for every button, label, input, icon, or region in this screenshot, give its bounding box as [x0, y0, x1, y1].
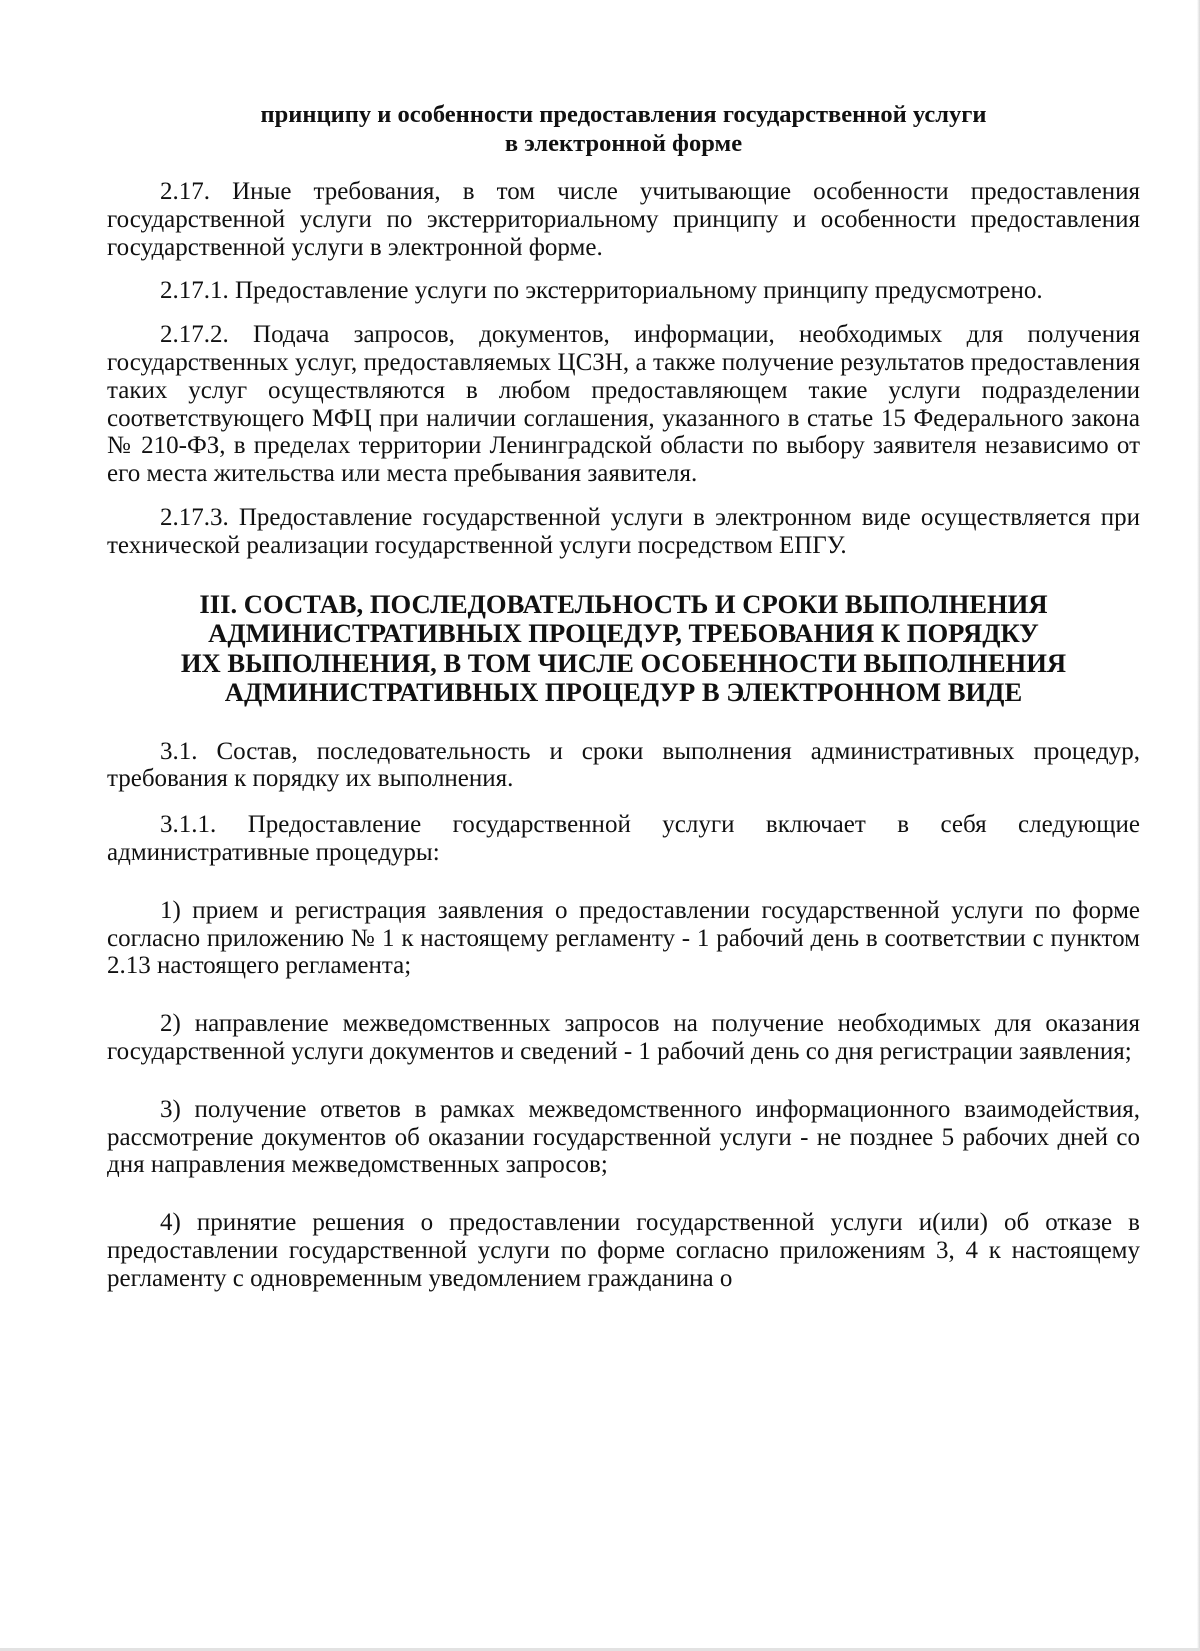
page-content	[107, 100, 1140, 1293]
subsection-heading	[107, 100, 1140, 158]
list-item-2: 2) направление межведомственных запросов на получение необходимых для оказания государственной услуги документов и сведений - 1 рабочий день со дня регистрации заявления;	[107, 1010, 1140, 1065]
list-item-3: 3) получение ответов в рамках межведомственного информационного взаимодействия, рассмотрение документов об оказании государственной услуги - не позднее 5 рабочих дней со дня направления межведомственных запросов;	[107, 1095, 1140, 1179]
paragraph-3-1: 3.1. Состав, последовательность и сроки выполнения административных процедур, требования к порядку их выполнения.	[107, 737, 1140, 793]
section-iii-title	[107, 590, 1140, 708]
paragraph-2-17-1: 2.17.1. Предоставление услуги по экстерриториальному принципу предусмотрено.	[160, 277, 1043, 305]
paragraph-3-1-1: 3.1.1. Предоставление государственной услуги включает в себя следующие административные процедуры:	[107, 811, 1140, 866]
section-title-line-2: АДМИНИСТРАТИВНЫХ ПРОЦЕДУР, ТРЕБОВАНИЯ К ПОРЯДКУ	[208, 618, 1039, 649]
subsection-heading-line-1: принципу и особенности предоставления государственной услуги	[260, 101, 987, 128]
paragraph-2-17: 2.17. Иные требования, в том числе учитывающие особенности предоставления государственной услуги по экстерриториальному принципу и особенности предоставления государственной услуги в электронной форме.	[107, 178, 1140, 261]
paragraph-2-17-3: 2.17.3. Предоставление государственной услуги в электронном виде осуществляется при технической реализации государственной услуги посредством ЕПГУ.	[107, 503, 1140, 559]
subsection-heading-line-2: в электронной форме	[504, 130, 743, 157]
list-item-4: 4) принятие решения о предоставлении государственной услуги и(или) об отказе в предоставлении государственной услуги по форме согласно приложениям 3, 4 к настоящему регламенту с одновременным уведомлением гражданина о	[107, 1209, 1140, 1292]
section-title-line-1: III. СОСТАВ, ПОСЛЕДОВАТЕЛЬНОСТЬ И СРОКИ ВЫПОЛНЕНИЯ	[199, 588, 1048, 619]
paragraph-2-17-2: 2.17.2. Подача запросов, документов, информации, необходимых для получения государственных услуг, предоставляемых ЦСЗН, а также получение результатов предоставления таких услуг осуществляются в любом предоставляющем такие услуги подразделении соответствующего МФЦ при наличии соглашения, указанного в статье 15 Федерального закона № 210-ФЗ, в пределах территории Ленинградской области по выбору заявителя независимо от его места жительства или места пребывания заявителя.	[107, 321, 1140, 488]
section-title-line-4: АДМИНИСТРАТИВНЫХ ПРОЦЕДУР В ЭЛЕКТРОННОМ ВИДЕ	[224, 677, 1023, 708]
list-item-1: 1) прием и регистрация заявления о предоставлении государственной услуги по форме согласно приложению № 1 к настоящему регламенту - 1 рабочий день в соответствии с пунктом 2.13 настоящего регламента;	[107, 896, 1140, 980]
section-title-line-3: ИХ ВЫПОЛНЕНИЯ, В ТОМ ЧИСЛЕ ОСОБЕННОСТИ ВЫПОЛНЕНИЯ	[180, 647, 1067, 678]
